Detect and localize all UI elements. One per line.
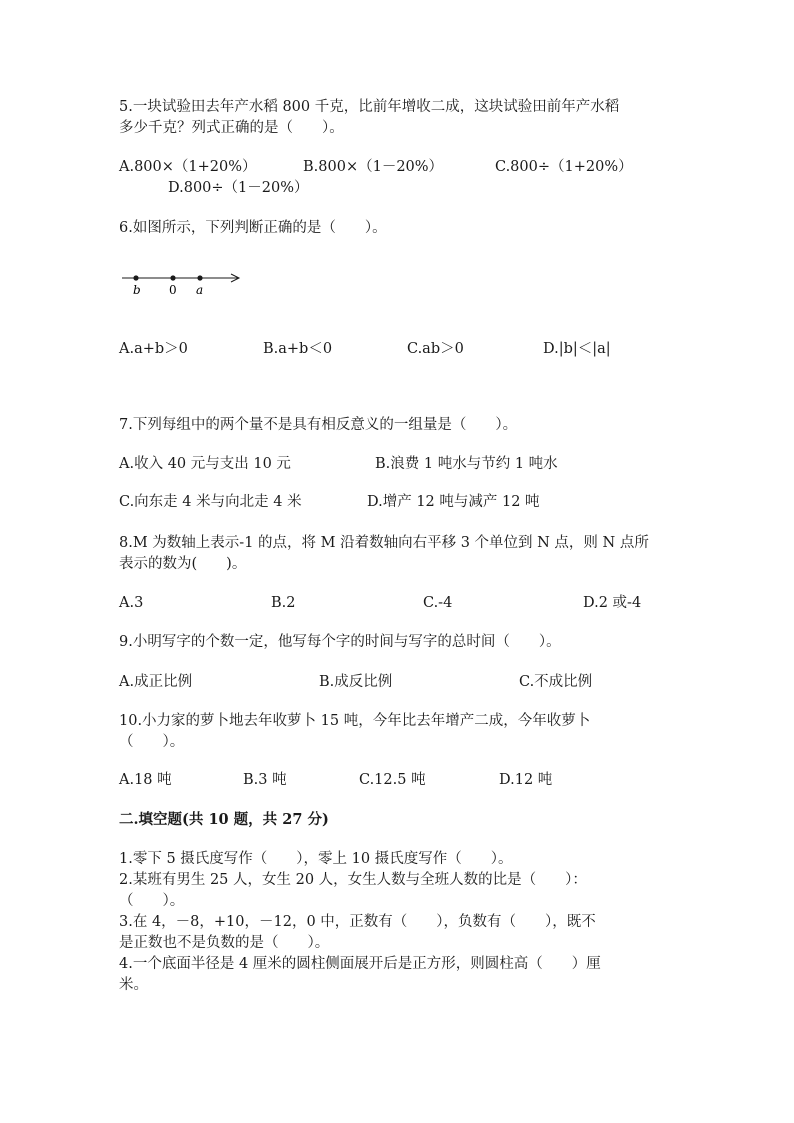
q6-option-a: A.a+b＞0 <box>119 341 188 357</box>
q8-line2: 表示的数为( )。 <box>119 556 247 572</box>
q5-option-b: B.800×（1－20%） <box>303 159 444 175</box>
q6-text: 6.如图所示，下列判断正确的是（ ）。 <box>119 220 387 236</box>
q8-option-d: D.2 或-4 <box>583 595 642 611</box>
fill-q2-line2: （ ）。 <box>119 893 185 909</box>
q6-option-b: B.a+b＜0 <box>263 341 333 357</box>
q5-option-d: D.800÷（1－20%） <box>168 180 309 196</box>
q7-option-b: B.浪费 1 吨水与节约 1 吨水 <box>375 456 558 472</box>
q9-option-b: B.成反比例 <box>319 674 393 690</box>
label-zero: 0 <box>169 283 177 297</box>
fill-q4-line2: 米。 <box>119 977 148 993</box>
q10-line1: 10.小力家的萝卜地去年收萝卜 15 吨，今年比去年增产二成，今年收萝卜 <box>119 713 591 729</box>
fill-q3-line2: 是正数也不是负数的是（ ）。 <box>119 935 330 951</box>
q10-line2: （ ）。 <box>119 734 185 750</box>
label-a: a <box>196 283 204 297</box>
q6-option-d: D.|b|＜|a| <box>543 341 611 357</box>
q10-option-d: D.12 吨 <box>499 772 553 788</box>
section-title: 二.填空题(共 10 题，共 27 分) <box>119 811 329 828</box>
q9-option-c: C.不成比例 <box>519 674 593 690</box>
q5-line1: 5.一块试验田去年产水稻 800 千克，比前年增收二成，这块试验田前年产水稻 <box>119 99 620 115</box>
point-b <box>133 275 138 280</box>
q7-text: 7.下列每组中的两个量不是具有相反意义的一组量是（ ）。 <box>119 417 518 433</box>
q8-option-b: B.2 <box>271 595 296 611</box>
q7-option-d: D.增产 12 吨与减产 12 吨 <box>367 494 540 510</box>
q8-line1: 8.M 为数轴上表示-1 的点，将 M 沿着数轴向右平移 3 个单位到 N 点，则 N 点所 <box>119 535 649 551</box>
q10-option-c: C.12.5 吨 <box>359 772 426 788</box>
q5-line2: 多少千克？列式正确的是（ ）。 <box>119 120 344 136</box>
q7-option-c: C.向东走 4 米与向北走 4 米 <box>119 494 302 510</box>
q6-option-c: C.ab＞0 <box>407 341 464 357</box>
q9-text: 9.小明写字的个数一定，他写每个字的时间与写字的总时间（ ）。 <box>119 634 561 650</box>
fill-q2-line1: 2.某班有男生 25 人，女生 20 人，女生人数与全班人数的比是（ ）： <box>119 872 587 888</box>
q10-option-a: A.18 吨 <box>119 772 172 788</box>
q5-option-c: C.800÷（1+20%） <box>495 159 633 175</box>
q10-option-b: B.3 吨 <box>243 772 287 788</box>
q7-option-a: A.收入 40 元与支出 10 元 <box>119 456 291 472</box>
label-b: b <box>133 283 141 297</box>
number-line-figure <box>118 266 248 298</box>
fill-q1: 1.零下 5 摄氏度写作（ ），零上 10 摄氏度写作（ ）。 <box>119 851 513 867</box>
q8-option-c: C.-4 <box>423 595 453 611</box>
fill-q3-line1: 3.在 4，－8，+10，－12，0 中，正数有（ ），负数有（ ），既不 <box>119 914 596 930</box>
point-a <box>197 275 202 280</box>
q9-option-a: A.成正比例 <box>119 674 193 690</box>
point-zero <box>170 275 175 280</box>
q5-option-a: A.800×（1+20%） <box>119 159 257 175</box>
fill-q4-line1: 4.一个底面半径是 4 厘米的圆柱侧面展开后是正方形，则圆柱高（ ）厘 <box>119 956 601 972</box>
q8-option-a: A.3 <box>119 595 144 611</box>
